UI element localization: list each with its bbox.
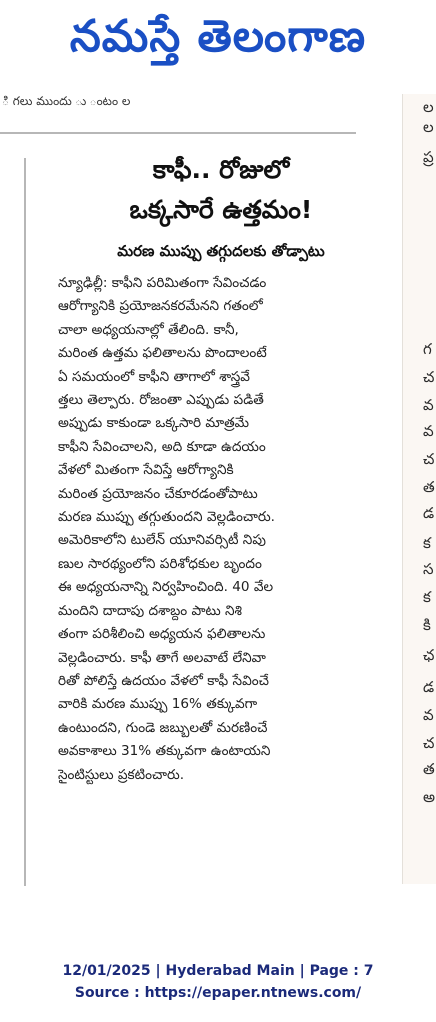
adjacent-column-glyph: త	[423, 760, 435, 778]
article-body-line: చాలా అధ్యయనాల్లో తేలింది. కానీ,	[58, 321, 239, 338]
masthead-title: నమస్తే తెలంగాణ	[69, 11, 367, 62]
article-body-line: ఉంటుందని, గుండె జబ్బులతో మరణించే	[58, 719, 268, 736]
adjacent-column-glyph: చ	[423, 734, 435, 752]
left-column-edge	[0, 158, 26, 886]
article-body-line: సైంటిస్టులు ప్రకటించారు.	[58, 766, 185, 783]
article-body-line: అమెరికాలోని టులేన్ యూనివర్సిటీ నిపు	[58, 532, 266, 549]
article-body-line: మందిని దాదాపు దశాబ్దం పాటు నిశి	[58, 602, 243, 619]
article-body-line: మరింత ఉత్తమ ఫలితాలను పొందాలంటే	[58, 345, 267, 362]
article-body-line: త్తలు తెల్పారు. రోజంతా ఎప్పుడు పడితే	[58, 392, 264, 409]
article-body	[58, 272, 384, 787]
adjacent-column-glyph: వ	[423, 396, 434, 414]
article-body-line: అప్పుడు కాకుండా ఒక్కసారి మాత్రమే	[58, 415, 250, 432]
article-body-line: రితో పోలిస్తే ఉదయం వేళలో కాఫీ సేవించే	[58, 672, 269, 689]
adjacent-column-glyph: అ	[423, 788, 436, 806]
headline-line: కాఫీ.. రోజులో	[152, 155, 290, 184]
article-body-line: అవకాశాలు 31% తక్కువగా ఉంటాయని	[58, 743, 271, 760]
footer	[0, 960, 436, 1004]
article-body-line: వెల్లడించారు. కాఫీ తాగే అలవాటే లేనివా	[58, 649, 266, 666]
adjacent-column-glyph: డ	[423, 678, 435, 696]
article-body-line: ఆరోగ్యానికి ప్రయోజనకరమేనని గతంలో	[58, 298, 263, 315]
source-link[interactable]: Source : https://epaper.ntnews.com/	[74, 985, 362, 1001]
article-body-line: ఏ సమయంలో కాఫీని తాగాలో శాస్త్రవే	[58, 368, 250, 385]
adjacent-column-glyph: ప్ర	[423, 148, 434, 166]
article-body-line: న్యూఢిల్లీ: కాఫీని పరిమితంగా సేవించడం	[58, 275, 267, 291]
adjacent-column-glyph: చ	[423, 450, 435, 468]
adjacent-column-glyph: ఛ	[423, 646, 435, 664]
adjacent-column-glyph: చ	[423, 368, 435, 386]
article-body-line: మరణ ముప్పు తగ్గుతుందని వెల్లడించారు.	[58, 509, 275, 526]
article-body-line: వారికి మరణ ముప్పు 16% తక్కువగా	[58, 696, 258, 713]
adjacent-column-glyph: క	[423, 588, 431, 606]
article-body-line: కాఫీని సేవించాలని, అది కూడా ఉదయం	[58, 438, 266, 455]
article-body-line: తంగా పరిశీలించి అధ్యయన ఫలితాలను	[58, 626, 266, 643]
adjacent-column-glyph: కి	[423, 616, 431, 634]
adjacent-right-column	[402, 94, 436, 884]
headline	[58, 150, 384, 230]
headline-line: ఒక్కసారే ఉత్తమం!	[129, 195, 313, 224]
column-divider	[0, 132, 356, 134]
adjacent-column-glyph: స	[423, 560, 434, 578]
adjacent-column-glyph: ల	[423, 118, 434, 136]
article-body-line: ఈ అధ్యయనాన్ని నిర్వహించింది. 40 వేల	[58, 579, 274, 596]
adjacent-article-snippet: ి గలు ముందు ు ంటం ల	[2, 94, 131, 108]
adjacent-column-glyph: వ	[423, 706, 434, 724]
article-body-line: ణుల సారథ్యంలోని పరిశోధకుల బృందం	[58, 555, 262, 572]
adjacent-column-glyph: డ	[423, 504, 435, 522]
adjacent-column-glyph: క	[423, 534, 431, 552]
article-body-line: వేళలో మితంగా సేవిస్తే ఆరోగ్యానికి	[58, 462, 234, 479]
adjacent-article-clip	[0, 94, 356, 132]
masthead	[0, 0, 436, 84]
article-body-line: మరింత ప్రయోజనం చేకూరడంతోపాటు	[58, 485, 258, 502]
adjacent-column-glyph: ల	[423, 98, 434, 116]
adjacent-column-glyph: త	[423, 478, 435, 496]
edition-info: 12/01/2025 | Hyderabad Main | Page : 7	[62, 963, 374, 979]
subheadline: మరణ ముప్పు తగ్గుదలకు తోడ్పాటు	[117, 242, 325, 260]
article	[58, 150, 384, 787]
adjacent-column-glyph: గ	[423, 340, 432, 358]
adjacent-column-glyph: వ	[423, 422, 434, 440]
